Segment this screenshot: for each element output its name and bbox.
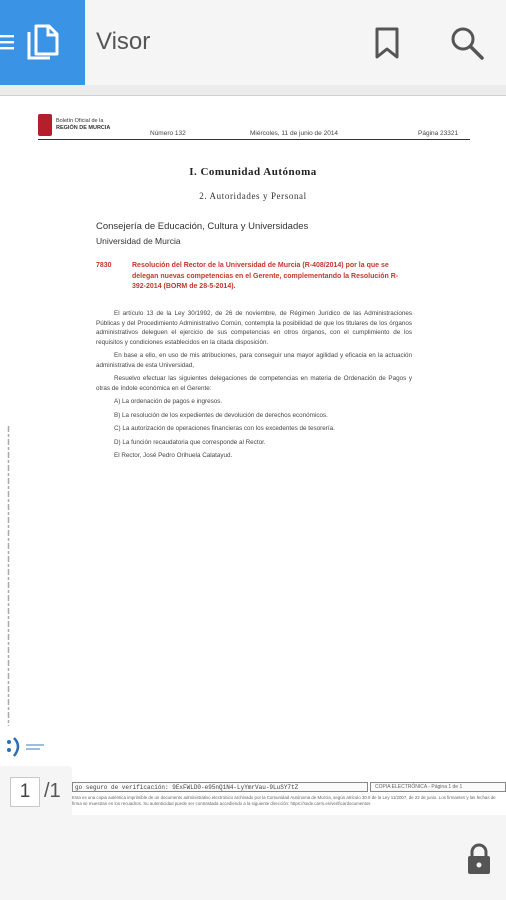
- document-tab[interactable]: [0, 0, 85, 85]
- list-item: A) La ordenación de pagos e ingresos.: [114, 398, 223, 405]
- pdf-page[interactable]: [0, 95, 506, 815]
- header-date: Miércoles, 11 de junio de 2014: [250, 130, 339, 137]
- current-page-input[interactable]: 1: [10, 777, 40, 807]
- list-item: D) La función recaudatoria que corresponde al Rector.: [114, 438, 266, 446]
- page-indicator: [0, 766, 72, 818]
- signature: El Rector, José Pedro Orihuela Calatayud.: [114, 452, 233, 459]
- document-icon: [26, 24, 60, 62]
- list-item: C) La autorización de operaciones financieras con los excedentes de tesorería.: [114, 425, 335, 432]
- electronic-copy-label: COPIA ELECTRÓNICA - Página 1 de 1: [375, 784, 463, 790]
- section-title: I. Comunidad Autónoma: [189, 166, 317, 178]
- document-body: [96, 309, 412, 465]
- resolution-title: Resolución del Rector de la Universidad de Murcia (R-408/2014) por la que se delegan nuevas competencias en el Gerente, complementando la Resolución R-392-2014 (BORM de 28-5-2014).: [132, 262, 399, 290]
- paragraph: El artículo 13 de la Ley 30/1992, de 26 de noviembre, de Régimen Jurídico de las Administraciones Públicas y del Procedimiento Administrativo Común, contempla la posibilidad de que los titulares de los órganos administrativos deleguen el ejercicio de sus competencias en otros órganos, con el cumplimiento de los requisitos y condiciones establecidos en la citada disposición.: [96, 310, 412, 346]
- subsection-title: 2. Autoridades y Personal: [199, 191, 307, 201]
- header-number: Número 132: [150, 130, 186, 137]
- lock-icon[interactable]: [466, 843, 492, 875]
- header-rule: [38, 139, 470, 140]
- verification-sidebar-text: [6, 426, 11, 726]
- verification-code: go seguro de verificación: 9ExFWLD0-e95nQ1N4-LyYmrVau-9LuSY7tZ: [75, 784, 299, 791]
- menu-icon[interactable]: [0, 34, 14, 50]
- institution: Universidad de Murcia: [96, 236, 181, 246]
- footer-legal-text: Esta es una copia auténtica imprimible de un documento administrativo electrónico archivado por la Comunidad Autónoma de Murcia, según artículo 30.5 de la Ley 11/2007, de 22 de junio. Los firmantes y las fechas de firma se muestran en los recuadros. Su autenticidad puede ser contrastada accediendo a la siguiente dirección: https://sede.carm.es/verificardocumentos: [72, 795, 496, 806]
- murcia-coat-of-arms-logo: [38, 114, 52, 136]
- bookmark-icon[interactable]: [374, 26, 400, 60]
- accessibility-logo: [4, 736, 50, 758]
- app-bar: [0, 0, 506, 85]
- electronic-copy-box: [370, 782, 506, 792]
- total-pages: /1: [44, 780, 61, 802]
- paragraph: En base a ello, en uso de mis atribuciones, para conseguir una mayor agilidad y eficacia en la actuación administrativa de esta Universidad,: [96, 352, 412, 369]
- verification-code-box: [72, 782, 368, 792]
- list-item: B) La resolución de los expedientes de devolución de derechos económicos.: [114, 411, 328, 419]
- search-icon[interactable]: [450, 26, 484, 60]
- department: Consejería de Educación, Cultura y Universidades: [96, 221, 309, 232]
- header-org-line2: REGIÓN DE MURCIA: [56, 125, 111, 131]
- header-org-line1: Boletín Oficial de la: [56, 118, 104, 124]
- header-page: Página 23321: [418, 130, 459, 137]
- reference-number: 7830: [96, 262, 112, 269]
- bottom-bar: [0, 815, 506, 900]
- paragraph: Resuelvo efectuar las siguientes delegaciones de competencias en materia de Ordenación de Pagos y otras de índole económica en el Gerente:: [96, 375, 412, 392]
- app-title: Visor: [96, 28, 151, 55]
